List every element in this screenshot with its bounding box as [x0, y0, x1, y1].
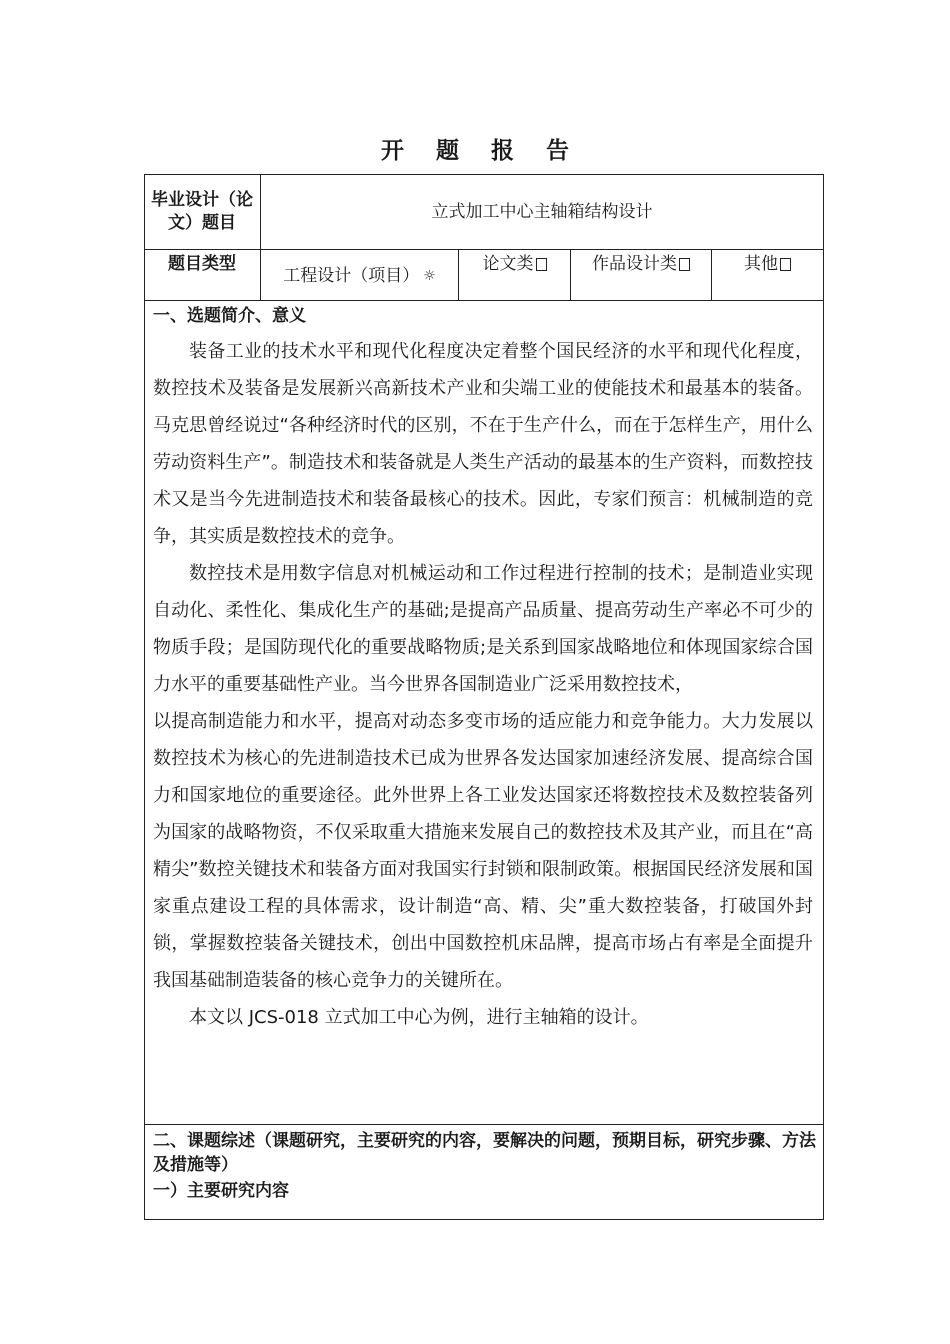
option-other[interactable] — [712, 251, 823, 277]
option-engineering[interactable] — [261, 258, 458, 294]
option-thesis[interactable] — [459, 251, 570, 277]
checkbox-icon[interactable] — [536, 258, 547, 271]
section1-heading: 一、选题简介、意义 — [153, 306, 306, 326]
checkbox-icon[interactable] — [679, 258, 690, 271]
row-divider — [144, 300, 824, 301]
option-other-text: 其他 — [744, 254, 778, 274]
paragraph: 本文以 JCS-018 立式加工中心为例，进行主轴箱的设计。 — [189, 1007, 649, 1028]
topic-type-label: 题目类型 — [168, 254, 236, 274]
section2-heading: 二、课题综述（课题研究，主要研究的内容，要解决的问题，预期目标，研究步骤、方法及措施等） — [153, 1131, 816, 1175]
thesis-title-label: 毕业设计（论文）题目 — [151, 190, 253, 233]
paragraph: 数控技术是用数字信息对机械运动和工作过程进行控制的技术；是制造业实现自动化、柔性化、集成化生产的基础;是提高产品质量、提高劳动生产率必不可少的物质手段；是国防现代化的重要战略物质;是关系到国家战略地位和体现国家综合国力水平的重要基础性产业。当今世界各国制造业广泛采用数控技术， — [153, 563, 813, 695]
section1-body — [153, 333, 813, 1036]
thesis-title-value: 立式加工中心主轴箱结构设计 — [431, 202, 653, 222]
option-work-design-text: 作品设计类 — [592, 254, 677, 274]
sun-mark-icon: ☼ — [423, 268, 436, 284]
row-divider — [144, 1124, 824, 1125]
option-engineering-text: 工程设计（项目） — [283, 266, 420, 286]
checkbox-icon[interactable] — [780, 258, 791, 271]
paragraph: 装备工业的技术水平和现代化程度决定着整个国民经济的水平和现代化程度，数控技术及装备是发展新兴高新技术产业和尖端工业的使能技术和最基本的装备。马克思曾经说过“各种经济时代的区别，不在于生产什么，而在于怎样生产，用什么劳动资料生产”。制造技术和装备就是人类生产活动的最基本的生产资料，而数控技术又是当今先进制造技术和装备最核心的技术。因此，专家们预言：机械制造的竞争，其实质是数控技术的竞争。 — [153, 341, 813, 547]
option-work-design[interactable] — [571, 251, 711, 277]
section2-subheading: 一）主要研究内容 — [153, 1181, 289, 1201]
document-title: 开 题 报 告 — [380, 138, 582, 164]
option-thesis-text: 论文类 — [482, 254, 534, 274]
paragraph: 以提高制造能力和水平，提高对动态多变市场的适应能力和竞争能力。大力发展以数控技术为核心的先进制造技术已成为世界各发达国家加速经济发展、提高综合国力和国家地位的重要途径。此外世界上各工业发达国家还将数控技术及数控装备列为国家的战略物资，不仅采取重大措施来发展自己的数控技术及其产业，而且在“高精尖”数控关键技术和装备方面对我国实行封锁和限制政策。根据国民经济发展和国家重点建设工程的具体需求，设计制造“高、精、尖”重大数控装备，打破国外封锁，掌握数控装备关键技术，创出中国数控机床品牌，提高市场占有率是全面提升我国基础制造装备的核心竞争力的关键所在。 — [153, 711, 813, 991]
row-divider — [144, 249, 824, 250]
